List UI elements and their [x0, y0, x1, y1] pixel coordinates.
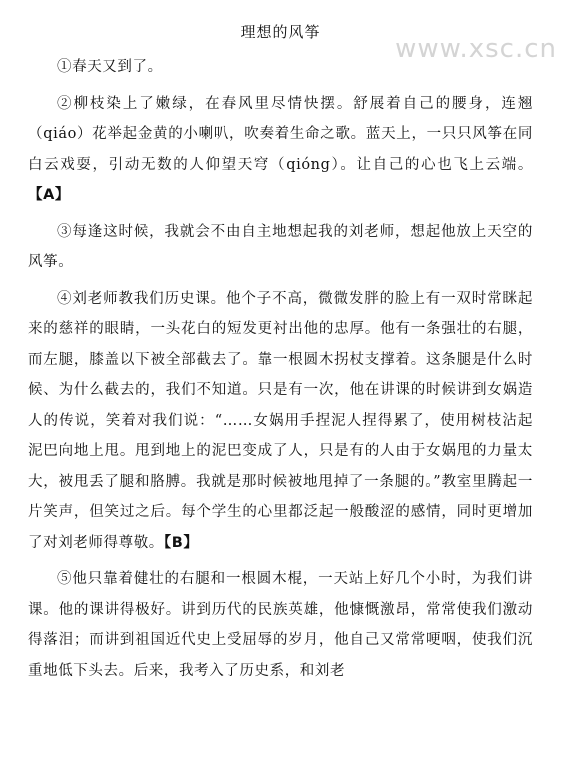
paragraph-text: ③每逢这时候，我就会不由自主地想起我的刘老师，想起他放上天空的风筝。 [28, 223, 533, 270]
paragraph-2 [28, 89, 533, 211]
annotation-mark-b: 【B】 [163, 534, 199, 551]
watermark-logo: www.xsc.cn [395, 34, 557, 64]
annotation-mark-a: 【A】 [28, 187, 71, 203]
paragraph-3 [28, 217, 533, 278]
paragraph-text: ④刘老师教我们历史课。他个子不高，微微发胖的脸上有一双时常眯起来的慈祥的眼睛，一头花白的短发更衬出他的忠厚。他有一条强壮的右腿，而左腿，膝盖以下被全部截去了。靠一根圆木拐杖支撑着。这条腿是什么时候、为什么截去的，我们不知道。只是有一次，他在讲课的时候讲到女娲造人的传说，笑着对我们说：“……女娲用手捏泥人捏得累了，使用树枝沾起泥巴向地上甩。甩到地上的泥巴变成了人，只是有的人由于女娲甩的力量太大，被甩丢了腿和胳膊。我就是那时候被地甩掉了一条腿的。”教室里腾起一片笑声，但笑过之后。每个学生的心里都泛起一般酸涩的感情，同时更增加了对刘老师得尊敬。 [28, 290, 533, 551]
paragraph-5 [28, 564, 533, 686]
paragraph-text: ⑤他只靠着健壮的右腿和一根圆木棍，一天站上好几个小时，为我们讲课。他的课讲得极好。讲到历代的民族英雄，他慷慨激昂，常常使我们激动得落泪；而讲到祖国近代史上受屈辱的岁月，他自己又常常哽咽，使我们沉重地低下头去。后来，我考入了历史系，和刘老 [28, 571, 533, 679]
paragraph-text: ①春天又到了。 [57, 59, 163, 75]
document-title: 理想的风筝 [240, 23, 321, 41]
paragraph-4 [28, 284, 533, 559]
paragraph-text: ②柳枝染上了嫩绿，在春风里尽情快摆。舒展着自己的腰身，连翘（qiáo）花举起金黄的小喇叭，吹奏着生命之歌。蓝天上，一只只风筝在同白云戏耍，引动无数的人仰望天穹（qióng）。让自己的心也飞上云端。 [28, 95, 533, 173]
